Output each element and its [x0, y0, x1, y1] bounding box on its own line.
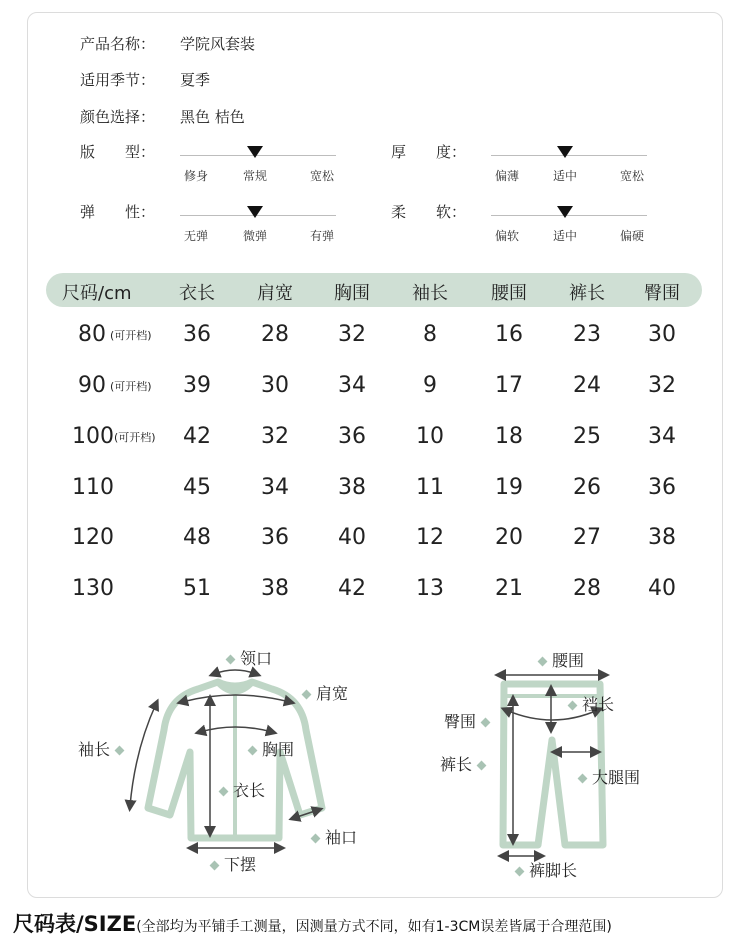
label-hem: [205, 852, 256, 875]
footer-note: (全部均为平铺手工测量，因测量方式不同，如有1-3CM误差皆属于合理范围): [136, 919, 612, 935]
footer-title: 尺码表/SIZE: [13, 912, 137, 936]
table-cell: 10: [416, 424, 444, 449]
table-cell: 34: [261, 475, 289, 500]
label-pants-length: [440, 752, 491, 775]
table-cell: 25: [573, 424, 601, 449]
diamond-icon: [481, 718, 491, 728]
table-cell: 20: [495, 525, 523, 550]
rating-softness-option: 偏软: [494, 229, 520, 243]
diamond-icon: [311, 834, 321, 844]
color-value: 黑色 桔色: [180, 108, 245, 126]
table-cell: 38: [338, 475, 366, 500]
rating-fit-option: 宽松: [309, 169, 335, 183]
size-note: (可开档): [110, 380, 152, 393]
table-cell: 9: [423, 373, 437, 398]
table-cell: 34: [648, 424, 676, 449]
label-chest-text: 胸围: [262, 740, 295, 759]
table-cell: 30: [648, 322, 676, 347]
season-label: 适用季节：: [80, 71, 156, 89]
label-length: [214, 778, 265, 801]
table-cell: 45: [183, 475, 211, 500]
label-pants-length-text: 裤长: [440, 755, 473, 774]
color-label: 颜色选择：: [80, 108, 156, 126]
diamond-icon: [515, 867, 525, 877]
rating-softness-option: 适中: [552, 229, 578, 243]
label-hip: [444, 709, 495, 732]
label-thigh: [573, 765, 640, 788]
header-size: 尺码/cm: [62, 283, 132, 304]
table-cell: 39: [183, 373, 211, 398]
size-value: 130: [72, 576, 114, 601]
rating-thickness-option: 偏薄: [494, 169, 520, 183]
rating-softness-option: 偏硬: [619, 229, 645, 243]
diamond-icon: [210, 861, 220, 871]
table-cell: 16: [495, 322, 523, 347]
table-cell: 40: [648, 576, 676, 601]
size-note: (可开档): [110, 329, 152, 342]
label-sleeve-text: 袖长: [78, 740, 111, 759]
product-name-label: 产品名称：: [80, 35, 156, 53]
table-cell: 38: [261, 576, 289, 601]
header-cell: 腰围: [491, 283, 527, 304]
header-cell: 肩宽: [257, 283, 293, 304]
diamond-icon: [578, 774, 588, 784]
diamond-icon: [302, 690, 312, 700]
header-cell: 胸围: [334, 283, 370, 304]
diamond-icon: [248, 746, 258, 756]
table-cell: 21: [495, 576, 523, 601]
label-cuff-text: 袖口: [325, 828, 358, 847]
table-cell: 28: [261, 322, 289, 347]
size-value: 80: [78, 322, 106, 347]
table-cell: 40: [338, 525, 366, 550]
rating-elasticity-option: 无弹: [183, 229, 209, 243]
table-cell: 26: [573, 475, 601, 500]
label-waist-text: 腰围: [552, 651, 585, 670]
table-cell: 19: [495, 475, 523, 500]
table-cell: 36: [261, 525, 289, 550]
table-cell: 34: [338, 373, 366, 398]
rating-elasticity-option: 微弹: [242, 229, 268, 243]
season-value: 夏季: [180, 71, 211, 89]
table-cell: 11: [416, 475, 444, 500]
diamond-icon: [568, 701, 578, 711]
header-cell: 衣长: [179, 283, 215, 304]
rating-elasticity-label: 弹 性：: [80, 203, 156, 221]
table-cell: 23: [573, 322, 601, 347]
size-value: 110: [72, 475, 114, 500]
table-cell: 48: [183, 525, 211, 550]
rating-elasticity-option: 有弹: [309, 229, 335, 243]
label-leg-opening-text: 裤脚长: [529, 861, 578, 880]
rating-softness-label: 柔 软：: [391, 203, 467, 221]
diamond-icon: [477, 761, 487, 771]
rating-thickness-option: 适中: [552, 169, 578, 183]
table-cell: 36: [338, 424, 366, 449]
table-cell: 42: [338, 576, 366, 601]
label-rise: [563, 692, 614, 715]
product-name-value: 学院风套装: [180, 35, 256, 53]
header-cell: 臀围: [644, 283, 680, 304]
table-cell: 36: [183, 322, 211, 347]
label-chest: [243, 737, 294, 760]
table-cell: 36: [648, 475, 676, 500]
table-cell: 24: [573, 373, 601, 398]
table-cell: 30: [261, 373, 289, 398]
rating-fit-label: 版 型：: [80, 143, 156, 161]
header-cell: 裤长: [569, 283, 605, 304]
diamond-icon: [219, 787, 229, 797]
table-cell: 32: [261, 424, 289, 449]
size-value: 120: [72, 525, 114, 550]
label-shoulder: [297, 681, 348, 704]
table-cell: 38: [648, 525, 676, 550]
table-cell: 18: [495, 424, 523, 449]
table-cell: 32: [648, 373, 676, 398]
table-cell: 12: [416, 525, 444, 550]
rating-fit-option: 修身: [183, 169, 209, 183]
size-note: (可开档): [114, 431, 156, 444]
label-thigh-text: 大腿围: [592, 768, 641, 787]
size-value: 100: [72, 424, 114, 449]
rating-thickness-label: 厚 度：: [391, 143, 467, 161]
table-cell: 13: [416, 576, 444, 601]
label-hip-text: 臀围: [444, 712, 477, 731]
size-value: 90: [78, 373, 106, 398]
label-leg-opening: [510, 858, 577, 881]
label-waist: [533, 648, 584, 671]
label-collar: [221, 646, 272, 669]
table-cell: 32: [338, 322, 366, 347]
table-cell: 17: [495, 373, 523, 398]
label-rise-text: 裆长: [582, 695, 615, 714]
diamond-icon: [115, 746, 125, 756]
diamond-icon: [226, 655, 236, 665]
top-garment-outline: [148, 682, 322, 838]
diamond-icon: [538, 657, 548, 667]
table-cell: 27: [573, 525, 601, 550]
table-cell: 51: [183, 576, 211, 601]
rating-thickness-option: 宽松: [619, 169, 645, 183]
table-cell: 8: [423, 322, 437, 347]
rating-fit-option: 常规: [242, 169, 268, 183]
label-sleeve: [78, 737, 129, 760]
label-shoulder-text: 肩宽: [316, 684, 349, 703]
label-length-text: 衣长: [233, 781, 266, 800]
label-hem-text: 下摆: [224, 855, 257, 874]
table-cell: 42: [183, 424, 211, 449]
label-collar-text: 领口: [240, 649, 273, 668]
table-cell: 28: [573, 576, 601, 601]
label-cuff: [306, 825, 357, 848]
header-cell: 袖长: [412, 283, 448, 304]
footer: [13, 908, 612, 938]
